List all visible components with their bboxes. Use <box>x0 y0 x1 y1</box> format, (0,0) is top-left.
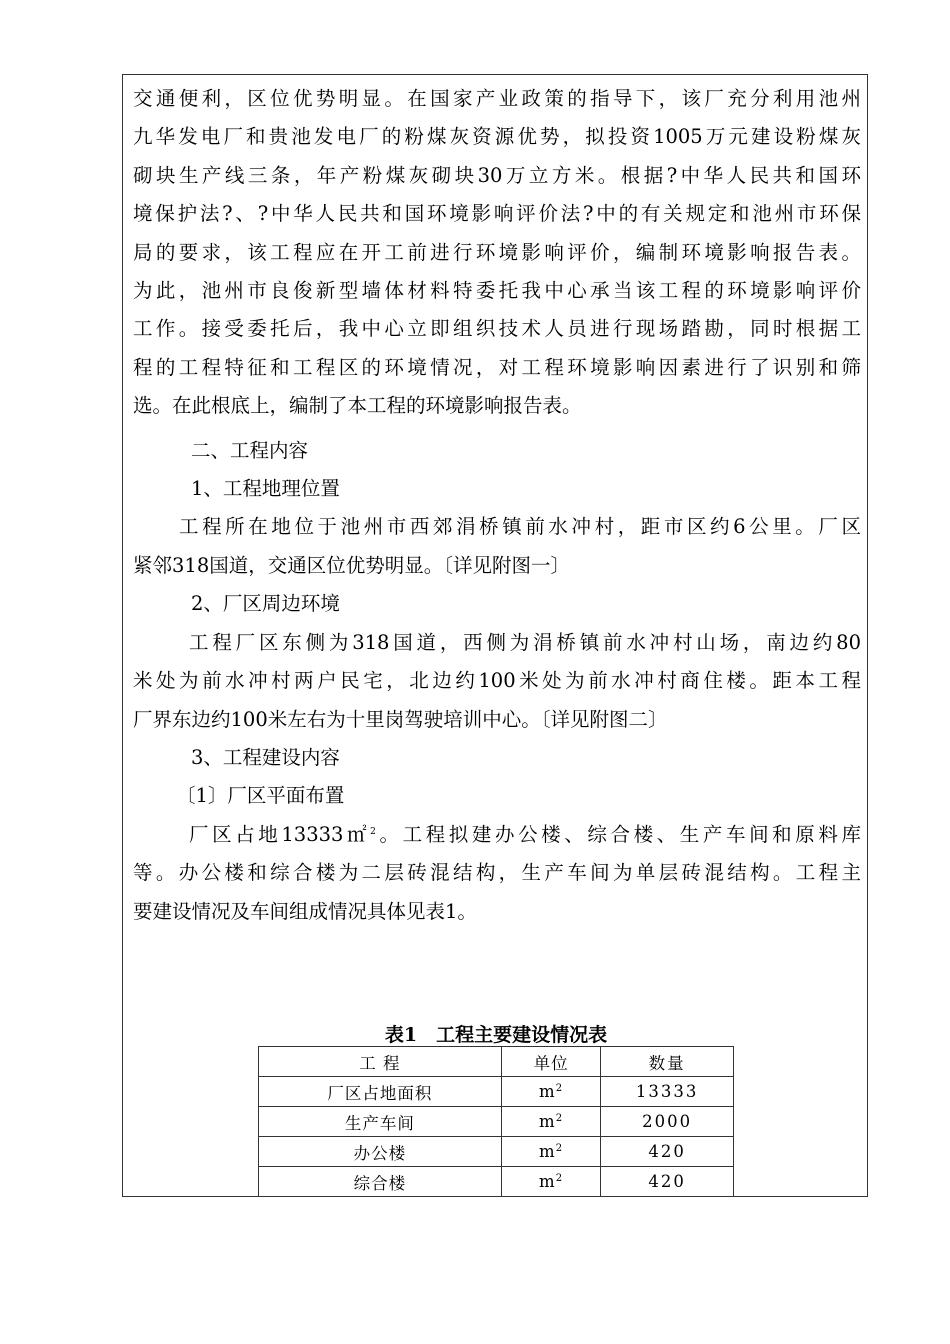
unit-base: m <box>539 1172 556 1191</box>
row-unit <box>501 1107 601 1137</box>
text-line <box>133 816 861 854</box>
text-line: 九华发电厂和贵池发电厂的粉煤灰资源优势，拟投资1005万元建设粉煤灰 <box>133 125 861 149</box>
table-row <box>259 1107 734 1137</box>
text-line: 选。在此根底上，编制了本工程的环境影响报告表。 <box>133 394 582 418</box>
construction-table <box>258 1046 734 1197</box>
table-row <box>259 1137 734 1167</box>
text-line: 厂界东边约100米左右为十里岗驾驶培训中心。〔详见附图二〕 <box>133 707 668 731</box>
text-line: 工程所在地位于池州市西郊涓桥镇前水冲村，距市区约6公里。厂区 <box>179 515 861 539</box>
row-name: 生产车间 <box>259 1107 502 1137</box>
row-name: 综合楼 <box>259 1167 502 1197</box>
text-line: 紧邻318国道，交通区位优势明显。〔详见附图一〕 <box>133 553 570 577</box>
row-quantity: 420 <box>601 1137 734 1167</box>
row-quantity: 13333 <box>601 1077 734 1107</box>
header-unit: 单位 <box>501 1047 601 1077</box>
row-unit <box>501 1167 601 1197</box>
text-line: 米处为前水冲村两户民宅，北边约100米处为前水冲村商住楼。距本工程 <box>133 669 861 693</box>
sub-heading-location: 1、工程地理位置 <box>191 477 340 501</box>
text-line: 局的要求，该工程应在开工前进行环境影响评价，编制环境影响报告表。 <box>133 240 861 264</box>
sub-heading-construction: 3、工程建设内容 <box>191 745 340 769</box>
text-line: 为此，池州市良俊新型墙体材料特委托我中心承当该工程的环境影响评价 <box>133 279 861 303</box>
text-line: 境保护法?、?中华人民共和国环境影响评价法?中的有关规定和池州市环保 <box>133 202 861 226</box>
unit-superscript: 2 <box>555 1113 564 1124</box>
table-header-row <box>259 1047 734 1077</box>
text-line: 要建设情况及车间组成情况具体见表1。 <box>133 899 477 923</box>
text-line: 砌块生产线三条，年产粉煤灰砌块30万立方米。根据?中华人民共和国环 <box>133 163 861 187</box>
area-superscript: 2 <box>370 826 376 837</box>
area-rest-text: 。工程拟建办公楼、综合楼、生产车间和原料库 <box>375 822 861 846</box>
row-name: 办公楼 <box>259 1137 502 1167</box>
row-unit <box>501 1137 601 1167</box>
unit-superscript: 2 <box>555 1143 564 1154</box>
table-row <box>259 1077 734 1107</box>
unit-base: m <box>539 1142 556 1161</box>
header-project: 工 程 <box>259 1047 502 1077</box>
sub-heading-surroundings: 2、厂区周边环境 <box>191 592 340 616</box>
row-name: 厂区占地面积 <box>259 1077 502 1107</box>
header-quantity: 数量 <box>601 1047 734 1077</box>
section-heading-project-content: 二、工程内容 <box>191 438 309 462</box>
row-quantity: 2000 <box>601 1107 734 1137</box>
report-body <box>133 80 861 931</box>
table-row <box>259 1167 734 1197</box>
table-title: 表1 工程主要建设情况表 <box>384 1024 608 1046</box>
text-line: 工作。接受委托后，我中心立即组织技术人员进行现场踏勘，同时根据工 <box>133 317 861 341</box>
row-unit <box>501 1077 601 1107</box>
text-line: 程的工程特征和工程区的环境情况，对工程环境影响因素进行了识别和筛 <box>133 355 861 379</box>
unit-base: m <box>539 1112 556 1131</box>
unit-superscript: 2 <box>555 1173 564 1184</box>
text-line: 交通便利，区位优势明显。在国家产业政策的指导下，该厂充分利用池州 <box>133 87 861 110</box>
area-text: 厂区占地13333㎡ <box>189 822 371 846</box>
row-quantity: 420 <box>601 1167 734 1197</box>
unit-superscript: 2 <box>555 1083 564 1094</box>
text-line: 等。办公楼和综合楼为二层砖混结构，生产车间为单层砖混结构。工程主 <box>133 861 861 885</box>
unit-base: m <box>539 1082 556 1101</box>
sub-heading-layout: 〔1〕厂区平面布置 <box>176 784 345 808</box>
text-line: 工程厂区东侧为318国道，西侧为涓桥镇前水冲村山场，南边约80 <box>189 630 861 654</box>
